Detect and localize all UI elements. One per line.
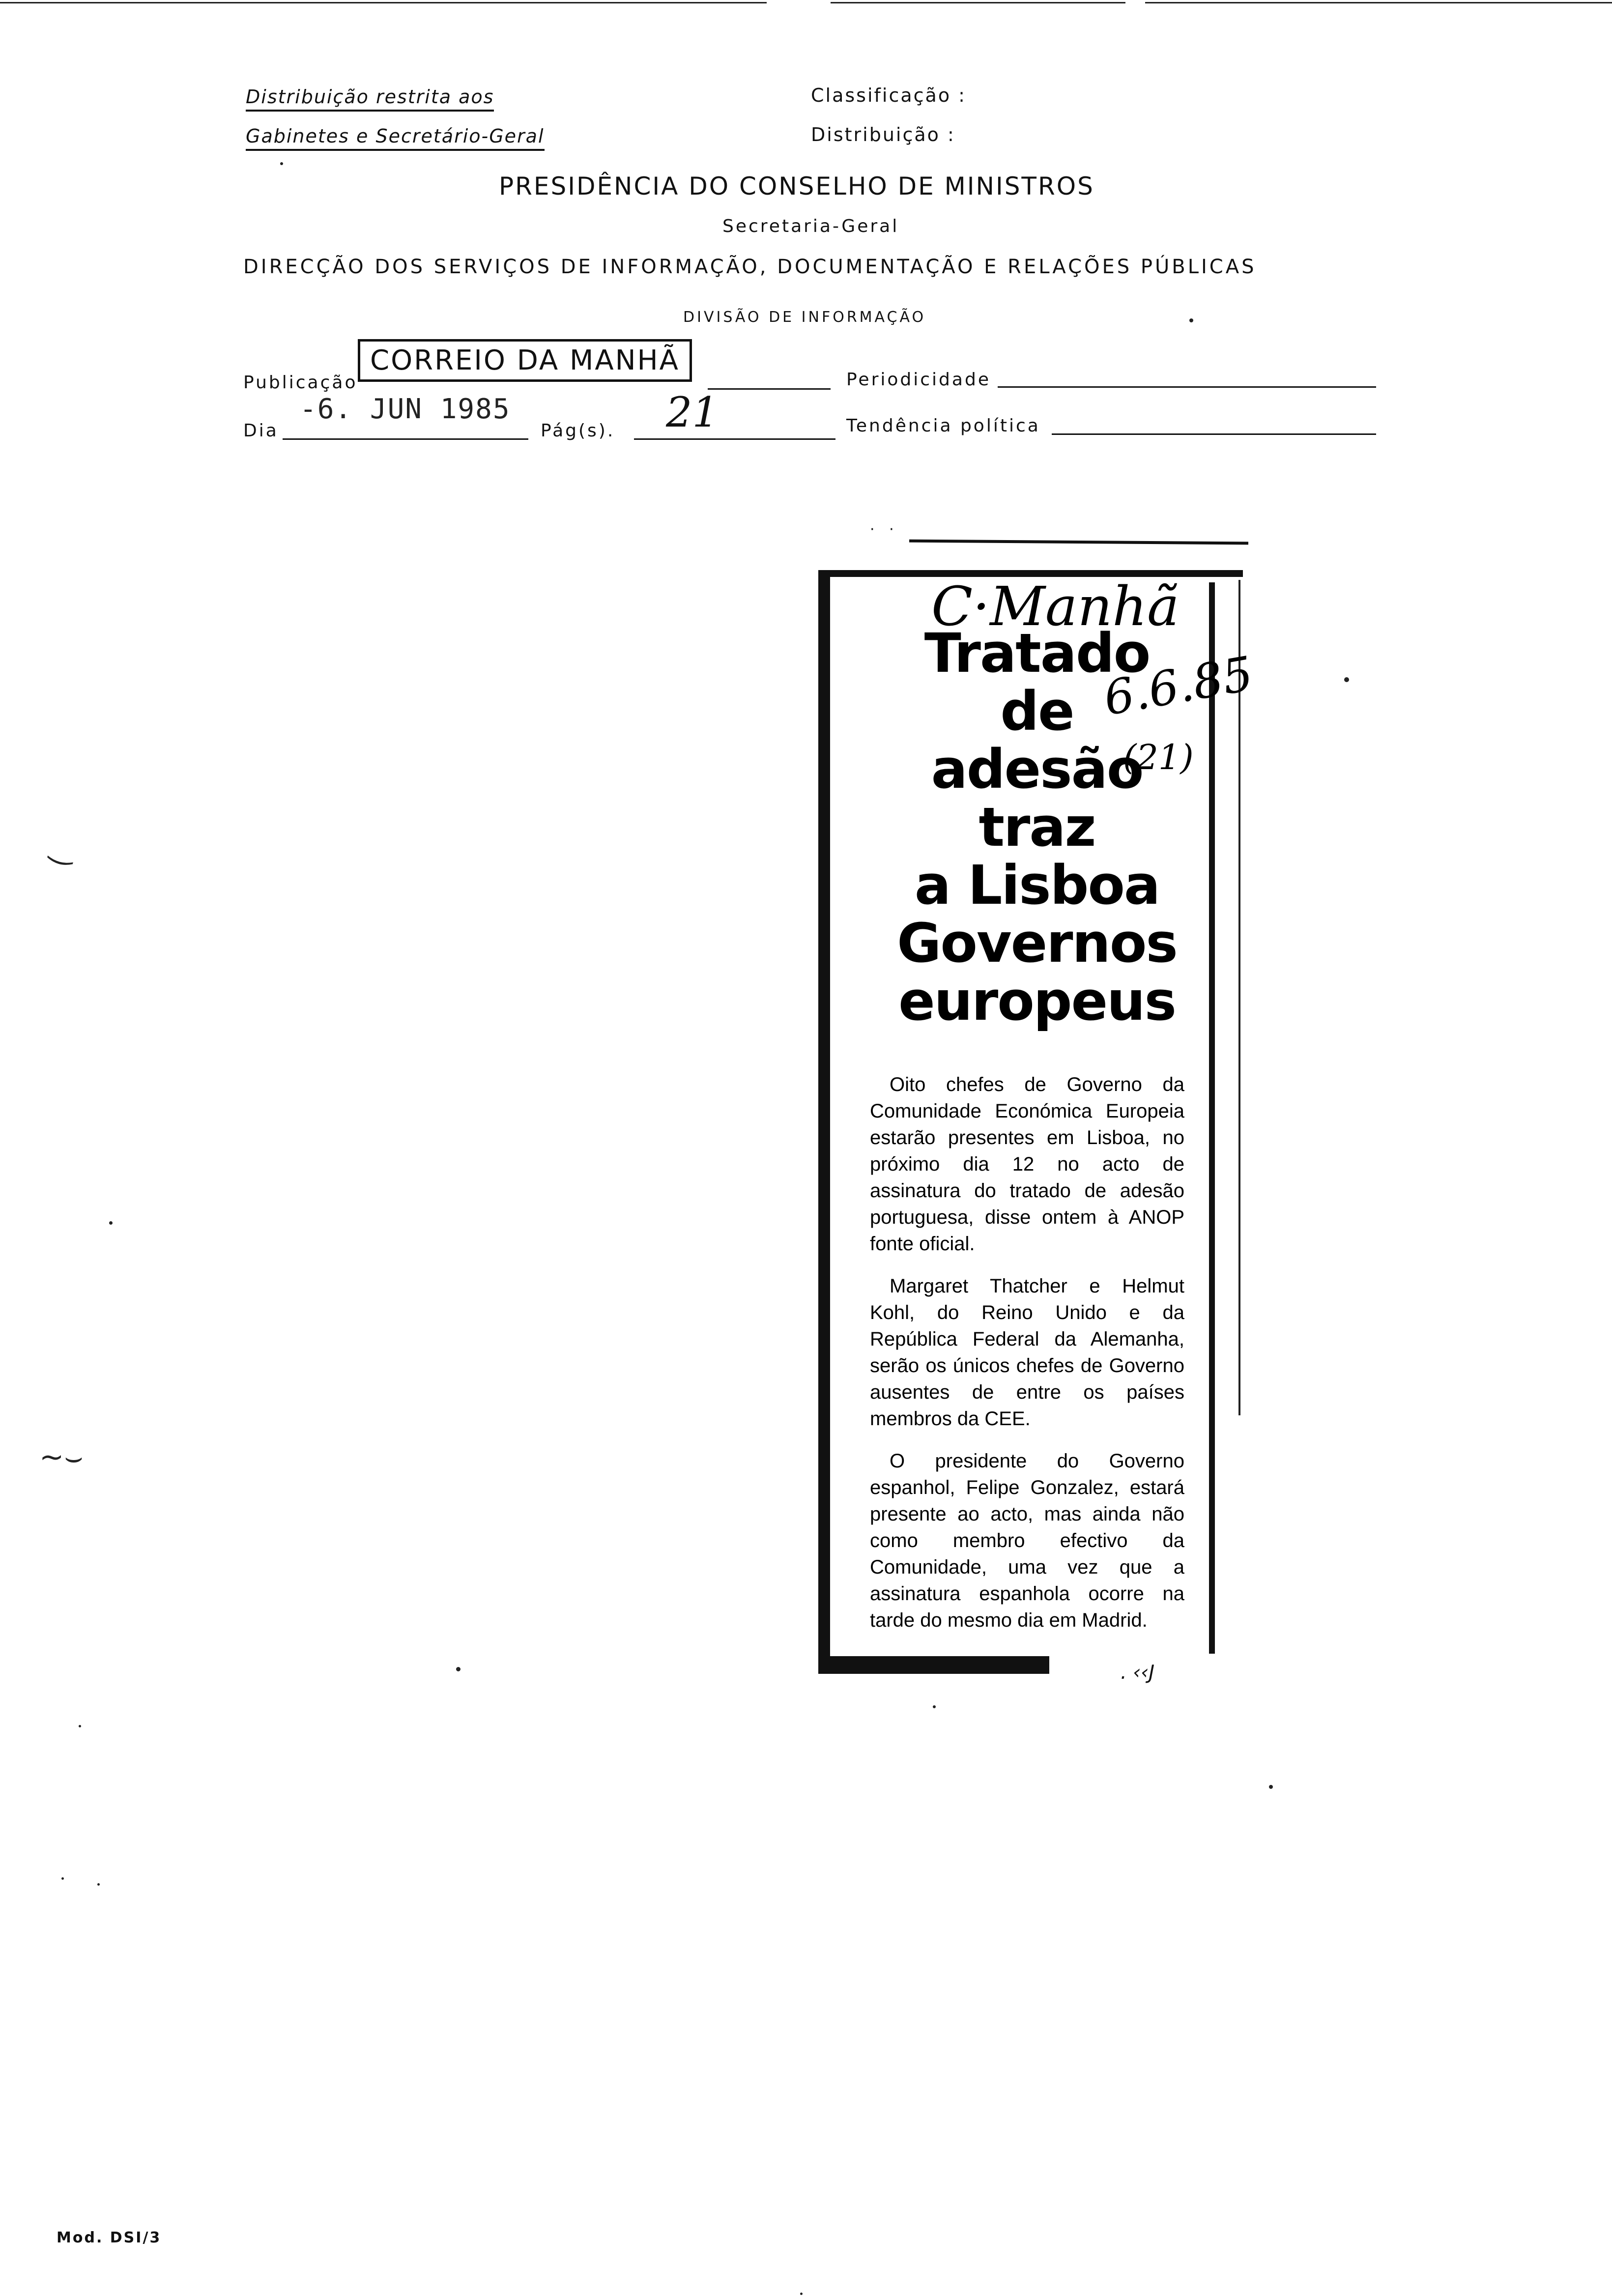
clipping-bottom-border: [818, 1656, 1049, 1674]
speck: [1269, 1785, 1273, 1789]
scan-edge-line: [1145, 2, 1612, 3]
scan-edge-line: [0, 2, 767, 3]
article-paragraph: Margaret Thatcher e Helmut Kohl, do Reino Unido e da República Federal da Alemanha, serão os únicos chefes de Governo ausentes de entre os países membros da CEE.: [870, 1275, 1184, 1430]
speck: [800, 2293, 803, 2295]
distribution-label: Distribuição :: [811, 124, 955, 145]
clipping-specks: · ·: [870, 521, 899, 538]
headline-line: Tratado: [924, 622, 1150, 685]
handwritten-page: (21): [1123, 737, 1194, 777]
classification-label: Classificação :: [811, 85, 966, 106]
headline-line: Governos: [897, 912, 1177, 975]
speck: [79, 1725, 81, 1727]
article-headline: [855, 622, 1219, 1033]
speck: [933, 1705, 936, 1708]
division-label: DIVISÃO DE INFORMAÇÃO: [683, 309, 926, 326]
headline-line: a Lisboa: [914, 854, 1160, 917]
headline-line: europeus: [898, 970, 1176, 1033]
margin-mark: ‿: [47, 828, 80, 868]
periodicity-underline: [998, 386, 1376, 388]
pages-label: Pág(s).: [541, 421, 615, 441]
speck: [456, 1667, 461, 1671]
margin-mark: ~⌣: [39, 1440, 84, 1474]
day-underline: [283, 438, 528, 440]
article-paragraph: Oito chefes de Governo da Comunidade Económica Europeia estarão presentes em Lisboa, no próximo dia 12 no acto de assinatura do tratado de adesão portuguesa, disse ontem à ANOP fonte oficial.: [870, 1074, 1184, 1255]
pages-handwritten: 21: [666, 388, 719, 436]
day-label: Dia: [243, 421, 279, 441]
clipping-edge-line: [1238, 580, 1240, 1415]
pages-underline: [634, 438, 835, 440]
article-paragraph: O presidente do Governo espanhol, Felipe Gonzalez, estará presente ao acto, mas ainda não como membro efectivo da Comunidade, uma vez que a assinatura espanhola ocorre na tarde do mesmo dia em Madrid.: [870, 1450, 1184, 1631]
secretariat-label: Secretaria-Geral: [722, 216, 899, 236]
speck: [109, 1221, 113, 1225]
article-body: [870, 1071, 1184, 1649]
office-title: PRESIDÊNCIA DO CONSELHO DE MINISTROS: [499, 172, 1094, 201]
date-stamp: -6. JUN 1985: [300, 393, 511, 425]
publication-label: Publicação: [243, 373, 358, 393]
speck: [61, 1877, 64, 1880]
publication-stamp: CORREIO DA MANHÃ: [358, 339, 692, 382]
headline-line: de: [1000, 680, 1074, 743]
speck: [97, 1883, 100, 1886]
periodicity-label: Periodicidade: [846, 370, 991, 390]
headline-line: adesão: [931, 738, 1143, 801]
handwritten-date: 6.6.85: [1099, 646, 1257, 726]
headline-line: traz: [979, 796, 1095, 859]
restricted-distribution-line1: Distribuição restrita aos: [246, 86, 494, 108]
clipping-fragment: . ‹‹J: [1121, 1661, 1155, 1684]
clipping-top-rule: [909, 540, 1248, 545]
handwritten-source: C·Manhã: [931, 575, 1180, 638]
restricted-distribution-line2: Gabinetes e Secretário-Geral: [246, 125, 545, 147]
publication-underline: [708, 388, 831, 390]
directorate-label: DIRECÇÃO DOS SERVIÇOS DE INFORMAÇÃO, DOCUMENTAÇÃO E RELAÇÕES PÚBLICAS: [243, 256, 1257, 278]
political-tendency-underline: [1052, 433, 1376, 435]
political-tendency-label: Tendência política: [846, 416, 1040, 436]
speck: [1344, 677, 1349, 682]
speck: [280, 162, 283, 165]
form-code: Mod. DSI/3: [57, 2229, 162, 2246]
speck: [1189, 318, 1193, 322]
scan-edge-line: [831, 2, 1125, 3]
